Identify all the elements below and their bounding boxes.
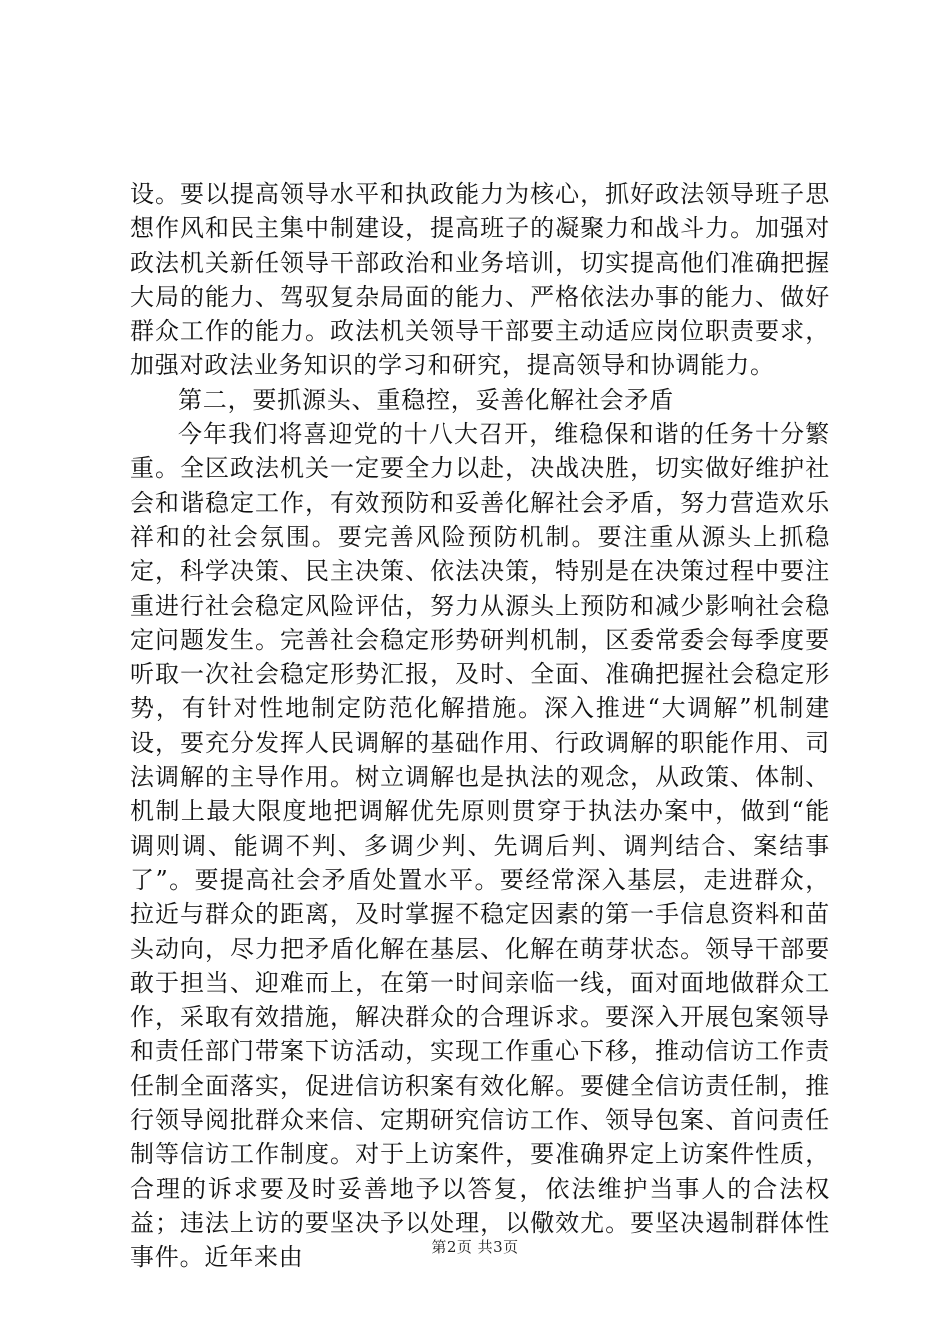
page-number-footer: 第2页 共3页 xyxy=(431,1238,519,1256)
paragraph-body: 今年我们将喜迎党的十八大召开，维稳保和谐的任务十分繁重。全区政法机关一定要全力以赴，决战决胜，切实做好维护社会和谐稳定工作，有效预防和妥善化解社会矛盾，努力营造欢乐祥和的社会氛围。要完善风险预防机制。要注重从源头上抓稳定，科学决策、民主决策、依法决策，特别是在决策过程中要注重进行社会稳定风险评估，努力从源头上预防和减少影响社会稳定问题发生。完善社会稳定形势研判机制，区委常委会每季度要听取一次社会稳定形势汇报，及时、全面、准确把握社会稳定形势，有针对性地制定防范化解措施。深入推进“大调解”机制建设，要充分发挥人民调解的基础作用、行政调解的职能作用、司法调解的主导作用。树立调解也是执法的观念，从政策、体制、机制上最大限度地把调解优先原则贯穿于执法办案中，做到“能调则调、能调不判、多调少判、先调后判、调判结合、案结事了”。要提高社会矛盾处置水平。要经常深入基层，走进群众，拉近与群众的距离，及时掌握不稳定因素的第一手信息资料和苗头动向，尽力把矛盾化解在基层、化解在萌芽状态。领导干部要敢于担当、迎难而上，在第一时间亲临一线，面对面地做群众工作，采取有效措施，解决群众的合理诉求。要深入开展包案领导和责任部门带案下访活动，实现工作重心下移，推动信访工作责任制全面落实，促进信访积案有效化解。要健全信访责任制，推行领导阅批群众来信、定期研究信访工作、领导包案、首问责任制等信访工作制度。对于上访案件，要准确界定上访案件性质，合理的诉求要及时妥善地予以答复，依法维护当事人的合法权益；违法上访的要坚决予以处理，以儆效尤。要坚决遏制群体性事件。近年来由 xyxy=(130,420,830,1272)
paragraph-continuation: 设。要以提高领导水平和执政能力为核心，抓好政法领导班子思想作风和民主集中制建设，提高班子的凝聚力和战斗力。加强对政法机关新任领导干部政治和业务培训，切实提高他们准确把握大局的能力、驾驭复杂局面的能力、严格依法办事的能力、做好群众工作的能力。政法机关领导干部要主动适应岗位职责要求，加强对政法业务知识的学习和研究，提高领导和协调能力。 xyxy=(130,180,830,380)
document-body xyxy=(130,177,830,1275)
section-heading: 第二，要抓源头、重稳控，妥善化解社会矛盾 xyxy=(178,385,674,414)
